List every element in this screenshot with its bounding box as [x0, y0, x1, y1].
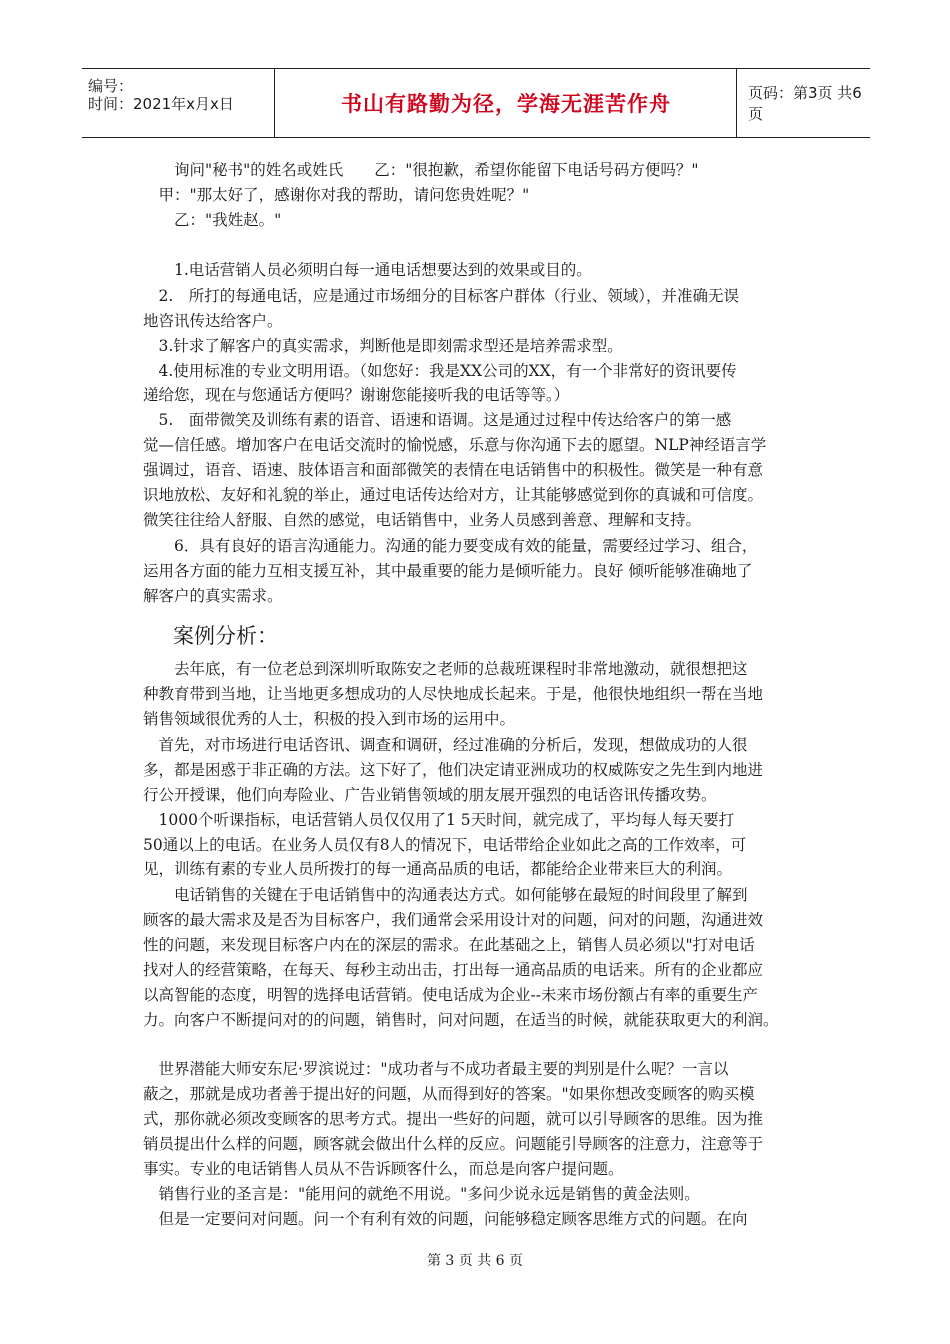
text-line: 询问"秘书"的姓名或姓氏 乙："很抱歉，希望你能留下电话号码方便吗？": [143, 161, 699, 179]
text-line: 行公开授课，他们向寿险业、广告业销售领域的朋友展开强烈的电话咨讯传播攻势。: [143, 786, 717, 804]
text-line: 力。向客户不断提问对的的问题，销售时，问对问题，在适当的时候，就能获取更大的利润。: [143, 1011, 779, 1029]
text-line: 但是一定要问对问题。问一个有利有效的问题，问能够稳定顾客思维方式的问题。在向: [143, 1210, 748, 1228]
text-line: 运用各方面的能力互相支援互补，其中最重要的能力是倾听能力。良好 倾听能够准确地了: [143, 562, 753, 580]
header-motto-cell: [276, 69, 737, 137]
text-line: 2. 所打的每通电话，应是通过市场细分的目标客户群体（行业、领域），并准确无误: [143, 287, 740, 305]
text-line: 乙："我姓赵。": [143, 211, 282, 229]
text-line: 以高智能的态度，明智的选择电话营销。使电话成为企业--未来市场份额占有率的重要生产: [143, 986, 758, 1004]
text-line: 1.电话营销人员必须明白每一通电话想要达到的效果或目的。: [143, 261, 592, 279]
text-line: 式，那你就必须改变顾客的思考方式。提出一些好的问题，就可以引导顾客的思维。因为推: [143, 1110, 764, 1128]
header-meta-cell: [82, 69, 275, 137]
text-line: 销售领域很优秀的人士，积极的投入到市场的运用中。: [143, 710, 516, 728]
text-line: 见，训练有素的专业人员所拨打的每一通高品质的电话，都能给企业带来巨大的利润。: [143, 860, 733, 878]
text-line: 微笑往往给人舒服、自然的感觉，电话销售中，业务人员感到善意、理解和支持。: [143, 511, 702, 529]
text-line: 找对人的经营策略，在每天、每秒主动出击，打出每一通高品质的电话来。所有的企业都应: [143, 961, 764, 979]
text-line: 世界潜能大师安东尼·罗滨说过："成功者与不成功者最主要的判别是什么呢？一言以: [143, 1060, 729, 1078]
text-line: 蔽之，那就是成功者善于提出好的问题，从而得到好的答案。"如果你想改变顾客的购买模: [143, 1085, 755, 1103]
date-label: 时间：2021年x月x日: [88, 95, 234, 113]
text-line: 5. 面带微笑及训练有素的语音、语速和语调。这是通过过程中传达给客户的第一感: [143, 411, 732, 429]
text-line: 强调过，语音、语速、肢体语言和面部微笑的表情在电话销售中的积极性。微笑是一种有意: [143, 461, 764, 479]
text-line: 销员提出什么样的问题，顾客就会做出什么样的反应。问题能引导顾客的注意力，注意等于: [143, 1135, 764, 1153]
text-line: 销售行业的圣言是："能用问的就绝不用说。"多问少说永远是销售的黄金法则。: [143, 1185, 700, 1203]
page-info: 页码：第3页 共6页: [748, 84, 862, 123]
document-header: [82, 68, 870, 138]
text-line: 顾客的最大需求及是否为目标客户，我们通常会采用设计对的问题，问对的问题，沟通进效: [143, 911, 764, 929]
text-line: 种教育带到当地，让当地更多想成功的人尽快地成长起来。于是，他很快地组织一帮在当地: [143, 685, 764, 703]
section-heading: 案例分析：: [173, 624, 278, 648]
text-line: 1000个听课指标，电话营销人员仅仅用了1 5天时间，就完成了，平均每人每天要打: [143, 811, 735, 829]
page-footer: 第 3 页 共 6 页: [426, 1253, 524, 1269]
text-line: 解客户的真实需求。: [143, 587, 283, 605]
text-line: 事实。专业的电话销售人员从不告诉顾客什么，而总是向客户提问题。: [143, 1160, 624, 1178]
text-line: 识地放松、友好和礼貌的举止，通过电话传达给对方，让其能够感觉到你的真诚和可信度。: [143, 486, 764, 504]
text-line: 多，都是困惑于非正确的方法。这下好了，他们决定请亚洲成功的权威陈安之先生到内地进: [143, 761, 764, 779]
text-line: 6．具有良好的语言沟通能力。沟通的能力要变成有效的能量，需要经过学习、组合，: [143, 537, 758, 555]
text-line: 50通以上的电话。在业务人员仅有8人的情况下，电话带给企业如此之高的工作效率，可: [143, 836, 747, 854]
motto: 书山有路勤为径，学海无涯苦作舟: [341, 92, 671, 116]
text-line: 首先，对市场进行电话咨讯、调查和调研，经过准确的分析后，发现，想做成功的人很: [143, 736, 748, 754]
text-line: 4.使用标准的专业文明用语。（如您好：我是XX公司的XX，有一个非常好的资讯要传: [143, 362, 737, 380]
text-line: 甲："那太好了，感谢你对我的帮助，请问您贵姓呢？": [143, 186, 530, 204]
text-line: 电话销售的关键在于电话销售中的沟通表达方式。如何能够在最短的时间段里了解到: [143, 886, 748, 904]
doc-number-label: 编号：: [88, 77, 134, 95]
text-line: 地咨讯传达给客户。: [143, 312, 283, 330]
text-line: 去年底，有一位老总到深圳听取陈安之老师的总裁班课程时非常地激动，就很想把这: [143, 660, 748, 678]
text-line: 3.针求了解客户的真实需求，判断他是即刻需求型还是培养需求型。: [143, 337, 623, 355]
text-line: 觉—信任感。增加客户在电话交流时的愉悦感，乐意与你沟通下去的愿望。NLP神经语言学: [143, 436, 767, 454]
text-line: 性的问题，来发现目标客户内在的深层的需求。在此基础之上，销售人员必须以"打对电话: [143, 936, 755, 954]
header-page-cell: [738, 69, 870, 137]
text-line: 递给您，现在与您通话方便吗？谢谢您能接听我的电话等等。）: [143, 386, 570, 404]
